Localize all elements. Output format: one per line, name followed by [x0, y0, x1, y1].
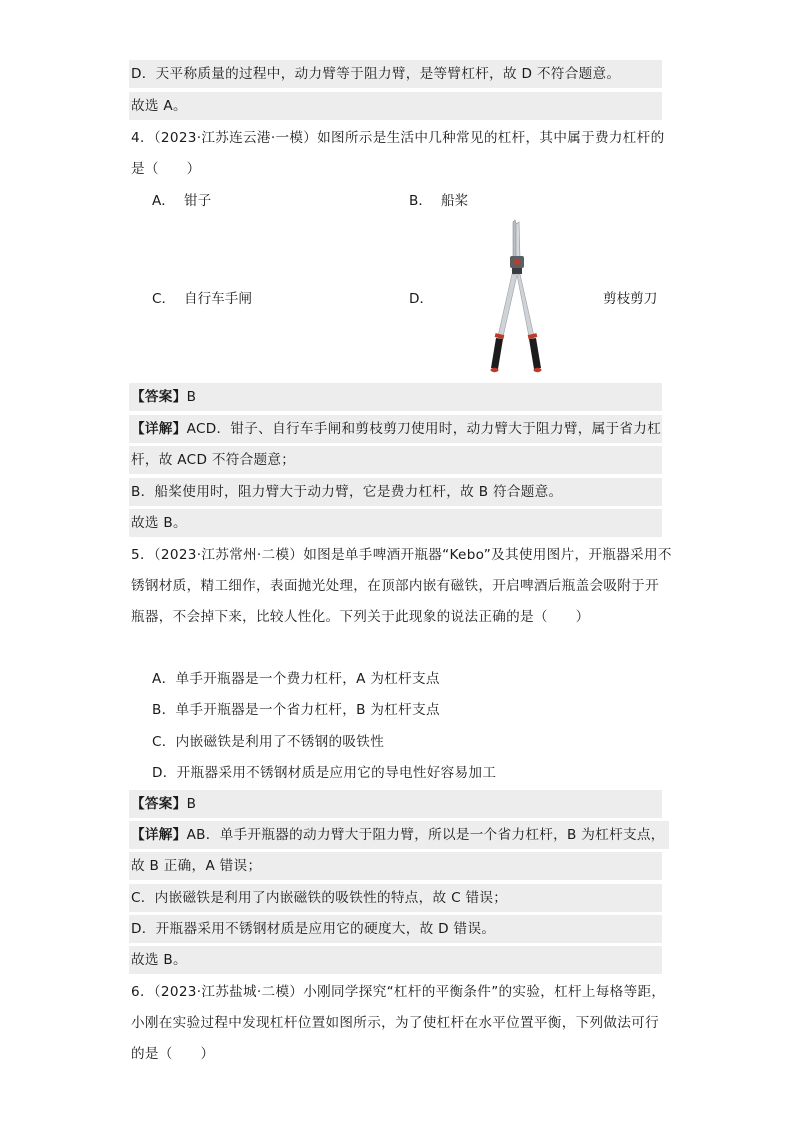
- q4-detail-line-2: 杆，故 ACD 不符合题意；: [129, 446, 662, 474]
- q4-stem-line-1: 4．（2023·江苏连云港·一模）如图所示是生活中几种常见的杠杆，其中属于费力杠杆的: [131, 130, 665, 146]
- q5-option-a: A．单手开瓶器是一个费力杠杆，A 为杠杆支点: [152, 671, 440, 687]
- q5-detail-line-4: D．开瓶器采用不锈钢材质是应用它的硬度大，故 D 错误。: [129, 915, 662, 943]
- pruning-shears-image: [476, 218, 556, 378]
- q4-answer: [129, 383, 662, 411]
- q6-stem-line-1: 6．（2023·江苏盐城·二模）小刚同学探究“杠杆的平衡条件”的实验，杠杆上每格等距，: [131, 984, 666, 1000]
- q4-detail-line-3: B．船桨使用时，阻力臂大于动力臂，它是费力杠杆，故 B 符合题意。: [129, 478, 662, 506]
- q6-stem-line-2: 小刚在实验过程中发现杠杆位置如图所示，为了使杠杆在水平位置平衡，下列做法可行: [131, 1015, 659, 1031]
- q4-detail-tag: 【详解】: [131, 421, 187, 437]
- q5-detail-line-3: C．内嵌磁铁是利用了内嵌磁铁的吸铁性的特点，故 C 错误；: [129, 884, 662, 912]
- q5-option-b: B．单手开瓶器是一个省力杠杆，B 为杠杆支点: [152, 702, 440, 718]
- q5-stem-line-2: 锈钢材质，精工细作，表面抛光处理，在顶部内嵌有磁铁，开启啤酒后瓶盖会吸附于开: [131, 578, 659, 594]
- q4-option-c: [152, 287, 252, 311]
- q4-option-d-text: 剪枝剪刀: [603, 291, 658, 307]
- q4-option-c-text: 自行车手闸: [184, 291, 252, 307]
- q4-option-a-letter: A．: [152, 193, 175, 209]
- q6-stem-line-3: 的是（ ）: [131, 1046, 215, 1062]
- q5-answer-tag: 【答案】: [131, 796, 187, 812]
- q5-answer-value: B: [186, 796, 197, 812]
- q3-detail-d: D．天平称质量的过程中，动力臂等于阻力臂，是等臂杠杆，故 D 不符合题意。: [129, 60, 662, 88]
- q3-conclusion: 故选 A。: [129, 92, 662, 120]
- q4-option-c-letter: C．: [152, 291, 176, 307]
- q4-option-b: [409, 189, 468, 213]
- q4-stem-line-2: 是（ ）: [131, 161, 201, 177]
- q4-answer-value: B: [186, 389, 197, 405]
- q5-detail-line-1: [129, 821, 669, 849]
- q4-option-a-text: 钳子: [184, 193, 212, 209]
- q5-detail-line-2: 故 B 正确，A 错误；: [129, 852, 662, 880]
- q5-answer: [129, 790, 662, 818]
- q5-stem-line-3: 瓶器，不会掉下来，比较人性化。下列关于此现象的说法正确的是（ ）: [131, 609, 590, 625]
- q4-conclusion: 故选 B。: [129, 509, 662, 537]
- q4-option-a: [152, 189, 211, 213]
- q4-detail-text-1: ACD．钳子、自行车手闸和剪枝剪刀使用时，动力臂大于阻力臂，属于省力杠: [186, 421, 662, 437]
- q4-answer-tag: 【答案】: [131, 389, 187, 405]
- q4-detail-line-1: [129, 415, 662, 443]
- q5-stem-line-1: 5．（2023·江苏常州·二模）如图是单手啤酒开瓶器“Kebo”及其使用图片，开瓶器采用不: [131, 547, 672, 563]
- q4-option-b-letter: B．: [409, 193, 432, 209]
- q5-option-d: D．开瓶器采用不锈钢材质是应用它的导电性好容易加工: [152, 765, 497, 781]
- q5-detail-text-1: AB．单手开瓶器的动力臂大于阻力臂，所以是一个省力杠杆，B 为杠杆支点，: [186, 827, 665, 843]
- q5-conclusion: 故选 B。: [129, 946, 662, 974]
- q5-detail-tag: 【详解】: [131, 827, 187, 843]
- q5-option-c: C．内嵌磁铁是利用了不锈钢的吸铁性: [152, 734, 385, 750]
- q4-option-b-text: 船桨: [441, 193, 469, 209]
- q4-option-d-letter: D．: [409, 291, 434, 307]
